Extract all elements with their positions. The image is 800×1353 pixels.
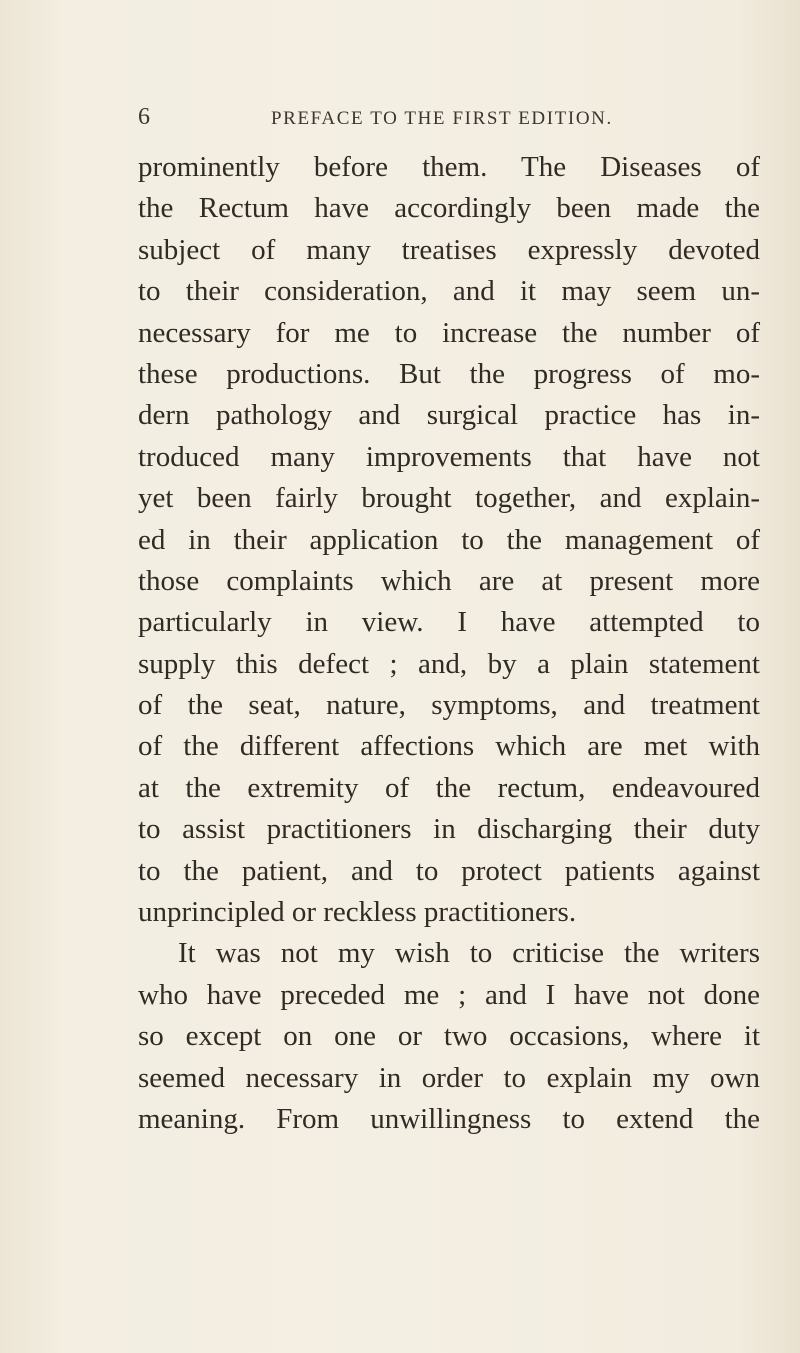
text-line: particularly in view. I have attempted to	[138, 606, 760, 639]
text-line: ed in their application to the management of	[138, 523, 760, 556]
text-line: those complaints which are at present more	[138, 564, 760, 597]
text-line: dern pathology and surgical practice has in-	[138, 399, 760, 432]
paragraph-end-line: unprincipled or reckless practitioners.	[138, 896, 577, 929]
text-line: necessary for me to increase the number of	[138, 316, 760, 349]
text-line: supply this defect ; and, by a plain statement	[138, 647, 760, 680]
text-line: these productions. But the progress of mo-	[138, 357, 760, 390]
text-line: who have preceded me ; and I have not done	[138, 978, 760, 1011]
text-line: seemed necessary in order to explain my own	[138, 1061, 760, 1094]
page-number: 6	[138, 104, 150, 130]
running-head: PREFACE TO THE FIRST EDITION.	[271, 108, 613, 129]
text-line: of the different affections which are met with	[138, 730, 760, 763]
text-line: to assist practitioners in discharging their duty	[138, 813, 760, 846]
text-line: subject of many treatises expressly devoted	[138, 233, 760, 266]
text-line: troduced many improvements that have not	[138, 440, 760, 473]
text-line: to the patient, and to protect patients against	[138, 854, 760, 887]
text-line: the Rectum have accordingly been made the	[138, 192, 760, 225]
paragraph-start-line: It was not my wish to criticise the writers	[178, 937, 760, 970]
text-line: meaning. From unwillingness to extend the	[138, 1102, 760, 1135]
text-line: to their consideration, and it may seem un-	[138, 275, 760, 308]
text-line: prominently before them. The Diseases of	[138, 151, 760, 183]
text-line: at the extremity of the rectum, endeavoured	[138, 771, 760, 804]
body-text	[138, 147, 760, 1140]
text-line: yet been fairly brought together, and explain-	[138, 482, 760, 515]
page-header	[0, 104, 800, 144]
text-line: of the seat, nature, symptoms, and treatment	[138, 689, 760, 722]
text-line: so except on one or two occasions, where it	[138, 1020, 760, 1053]
